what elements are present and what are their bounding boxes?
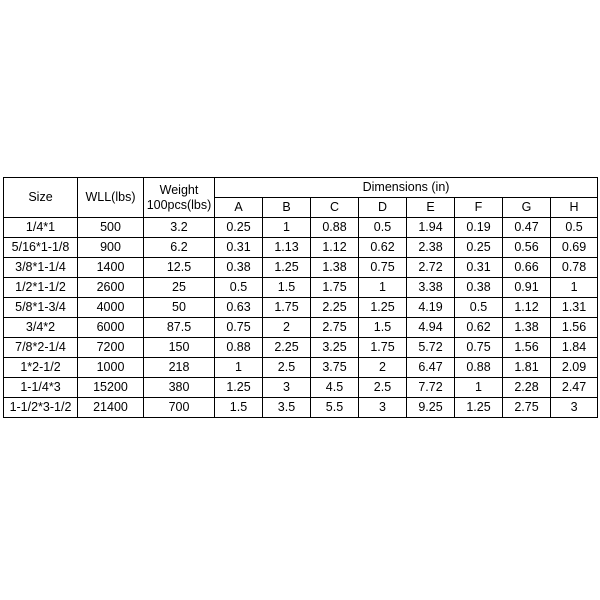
cell-wll: 7200 [78, 338, 144, 358]
cell-dim-d: 0.62 [359, 238, 407, 258]
cell-wll: 15200 [78, 378, 144, 398]
cell-dim-g: 2.75 [503, 398, 551, 418]
cell-dim-a: 1.25 [215, 378, 263, 398]
cell-weight: 6.2 [144, 238, 215, 258]
cell-wll: 6000 [78, 318, 144, 338]
cell-dim-g: 1.38 [503, 318, 551, 338]
cell-dim-e: 9.25 [407, 398, 455, 418]
cell-dim-h: 1.56 [551, 318, 598, 338]
cell-dim-e: 6.47 [407, 358, 455, 378]
cell-dim-a: 1 [215, 358, 263, 378]
cell-wll: 21400 [78, 398, 144, 418]
cell-dim-g: 1.81 [503, 358, 551, 378]
cell-dim-g: 0.47 [503, 218, 551, 238]
cell-dim-c: 4.5 [311, 378, 359, 398]
cell-wll: 1000 [78, 358, 144, 378]
table-row [4, 358, 598, 378]
cell-dim-a: 0.38 [215, 258, 263, 278]
cell-dim-a: 0.88 [215, 338, 263, 358]
cell-dim-d: 1.5 [359, 318, 407, 338]
table-row [4, 278, 598, 298]
cell-dim-f: 0.19 [455, 218, 503, 238]
cell-wll: 500 [78, 218, 144, 238]
cell-size: 1*2-1/2 [4, 358, 78, 378]
cell-wll: 4000 [78, 298, 144, 318]
cell-dim-h: 1.31 [551, 298, 598, 318]
cell-weight: 700 [144, 398, 215, 418]
cell-dim-b: 1.5 [263, 278, 311, 298]
dim-header-f: F [455, 198, 503, 218]
cell-dim-a: 0.31 [215, 238, 263, 258]
cell-dim-g: 0.91 [503, 278, 551, 298]
cell-size: 1-1/4*3 [4, 378, 78, 398]
cell-dim-d: 0.75 [359, 258, 407, 278]
cell-dim-d: 2 [359, 358, 407, 378]
header-row-top [4, 178, 598, 198]
cell-dim-e: 5.72 [407, 338, 455, 358]
cell-dim-g: 2.28 [503, 378, 551, 398]
cell-dim-h: 2.09 [551, 358, 598, 378]
cell-weight: 380 [144, 378, 215, 398]
cell-dim-e: 1.94 [407, 218, 455, 238]
cell-dim-g: 1.56 [503, 338, 551, 358]
cell-size: 5/16*1-1/8 [4, 238, 78, 258]
cell-size: 3/8*1-1/4 [4, 258, 78, 278]
cell-size: 5/8*1-3/4 [4, 298, 78, 318]
cell-dim-h: 1.84 [551, 338, 598, 358]
cell-size: 1/4*1 [4, 218, 78, 238]
cell-dim-h: 0.78 [551, 258, 598, 278]
cell-dim-f: 0.38 [455, 278, 503, 298]
cell-dim-d: 0.5 [359, 218, 407, 238]
cell-dim-d: 1 [359, 278, 407, 298]
cell-dim-b: 2 [263, 318, 311, 338]
cell-dim-d: 1.75 [359, 338, 407, 358]
cell-size: 1/2*1-1/2 [4, 278, 78, 298]
table-header [4, 178, 598, 218]
cell-weight: 87.5 [144, 318, 215, 338]
cell-dim-a: 0.25 [215, 218, 263, 238]
cell-dim-h: 0.69 [551, 238, 598, 258]
cell-wll: 900 [78, 238, 144, 258]
table-row [4, 338, 598, 358]
dim-header-c: C [311, 198, 359, 218]
cell-wll: 1400 [78, 258, 144, 278]
dim-header-g: G [503, 198, 551, 218]
dim-header-a: A [215, 198, 263, 218]
spec-table-container [3, 177, 597, 418]
dim-header-d: D [359, 198, 407, 218]
cell-size: 7/8*2-1/4 [4, 338, 78, 358]
cell-dim-c: 3.75 [311, 358, 359, 378]
cell-dim-a: 0.5 [215, 278, 263, 298]
dim-header-h: H [551, 198, 598, 218]
cell-dim-c: 1.38 [311, 258, 359, 278]
cell-weight: 3.2 [144, 218, 215, 238]
cell-dim-b: 1.13 [263, 238, 311, 258]
cell-dim-f: 0.5 [455, 298, 503, 318]
cell-dim-f: 0.25 [455, 238, 503, 258]
table-row [4, 398, 598, 418]
size-header: Size [4, 178, 78, 218]
spec-table [3, 177, 598, 418]
table-row [4, 318, 598, 338]
cell-dim-b: 2.25 [263, 338, 311, 358]
weight-header [144, 178, 215, 218]
cell-dim-c: 0.88 [311, 218, 359, 238]
cell-weight: 12.5 [144, 258, 215, 278]
cell-dim-e: 3.38 [407, 278, 455, 298]
table-row [4, 258, 598, 278]
dimensions-header: Dimensions (in) [215, 178, 598, 198]
cell-dim-g: 0.66 [503, 258, 551, 278]
cell-dim-b: 2.5 [263, 358, 311, 378]
cell-dim-c: 2.75 [311, 318, 359, 338]
cell-dim-e: 4.94 [407, 318, 455, 338]
cell-weight: 50 [144, 298, 215, 318]
cell-dim-b: 3 [263, 378, 311, 398]
wll-header: WLL(lbs) [78, 178, 144, 218]
cell-dim-b: 3.5 [263, 398, 311, 418]
cell-dim-a: 0.63 [215, 298, 263, 318]
cell-dim-c: 1.75 [311, 278, 359, 298]
cell-dim-h: 3 [551, 398, 598, 418]
table-body [4, 218, 598, 418]
cell-dim-b: 1.25 [263, 258, 311, 278]
cell-dim-f: 0.88 [455, 358, 503, 378]
dim-header-b: B [263, 198, 311, 218]
cell-weight: 150 [144, 338, 215, 358]
cell-dim-d: 3 [359, 398, 407, 418]
cell-dim-c: 3.25 [311, 338, 359, 358]
dim-header-e: E [407, 198, 455, 218]
cell-dim-e: 2.38 [407, 238, 455, 258]
cell-dim-f: 1.25 [455, 398, 503, 418]
cell-dim-a: 1.5 [215, 398, 263, 418]
table-row [4, 218, 598, 238]
cell-dim-c: 2.25 [311, 298, 359, 318]
cell-dim-c: 1.12 [311, 238, 359, 258]
cell-wll: 2600 [78, 278, 144, 298]
table-row [4, 298, 598, 318]
cell-size: 3/4*2 [4, 318, 78, 338]
cell-dim-b: 1.75 [263, 298, 311, 318]
cell-weight: 218 [144, 358, 215, 378]
cell-dim-g: 1.12 [503, 298, 551, 318]
cell-dim-f: 1 [455, 378, 503, 398]
cell-dim-c: 5.5 [311, 398, 359, 418]
cell-dim-h: 0.5 [551, 218, 598, 238]
cell-dim-f: 0.62 [455, 318, 503, 338]
cell-dim-a: 0.75 [215, 318, 263, 338]
cell-dim-b: 1 [263, 218, 311, 238]
cell-size: 1-1/2*3-1/2 [4, 398, 78, 418]
weight-header-line2: 100pcs(lbs) [146, 197, 212, 212]
cell-dim-h: 1 [551, 278, 598, 298]
cell-dim-e: 2.72 [407, 258, 455, 278]
cell-dim-f: 0.31 [455, 258, 503, 278]
cell-dim-d: 2.5 [359, 378, 407, 398]
cell-dim-e: 7.72 [407, 378, 455, 398]
table-row [4, 238, 598, 258]
table-row [4, 378, 598, 398]
cell-dim-e: 4.19 [407, 298, 455, 318]
weight-header-line1: Weight [159, 182, 199, 197]
cell-weight: 25 [144, 278, 215, 298]
cell-dim-h: 2.47 [551, 378, 598, 398]
cell-dim-d: 1.25 [359, 298, 407, 318]
cell-dim-g: 0.56 [503, 238, 551, 258]
cell-dim-f: 0.75 [455, 338, 503, 358]
